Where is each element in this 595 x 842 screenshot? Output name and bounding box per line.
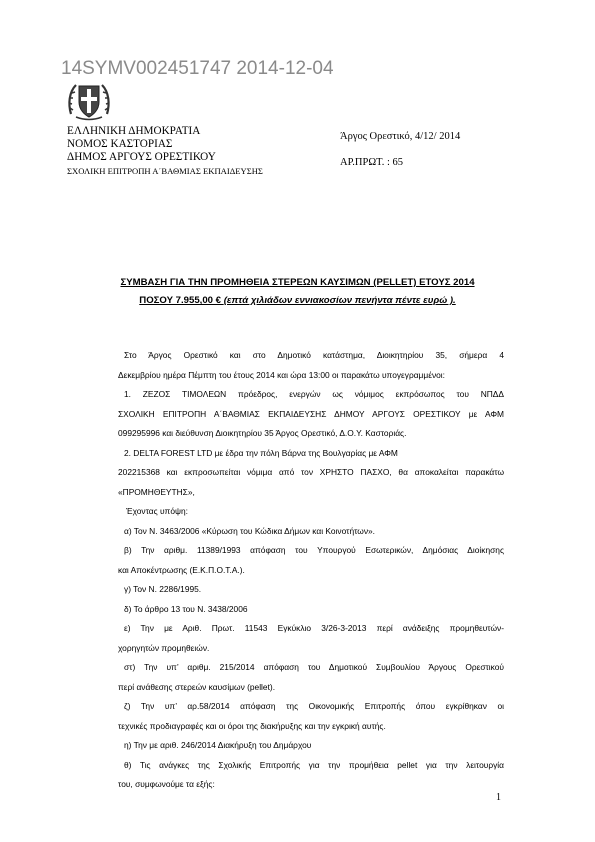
body-line: ΣΧΟΛΙΚΗ ΕΠΙΤΡΟΠΗ Α΄ΒΑΘΜΙΑΣ ΕΚΠΑΙΔΕΥΣΗΣ ΔΗΜΟΥ ΑΡΓΟΥΣ ΟΡΕΣΤΙΚΟΥ με ΑΦΜ [118, 408, 504, 419]
body-line: χορηγητών προμηθειών. [118, 642, 210, 653]
contract-amount [0, 295, 595, 306]
greek-coat-of-arms-emblem [66, 80, 112, 122]
body-line: γ) Τον Ν. 2286/1995. [124, 584, 202, 594]
body-line: Έχοντας υπόψη: [126, 506, 188, 516]
body-line: στ) Την υπ’ αριθμ. 215/2014 απόφαση του Δημοτικού Συμβουλίου Άργους Ορεστικού [124, 662, 504, 672]
body-line: του, συμφωνούμε τα εξής: [118, 779, 215, 789]
body-line: «ΠΡΟΜΗΘΕΥΤΗΣ», [118, 486, 195, 497]
body-line: δ) Το άρθρο 13 του Ν. 3438/2006 [124, 603, 248, 614]
body-line: 202215368 και εκπροσωπείται νόμιμα από τον ΧΡΗΣΤΟ ΠΑΣΧΟ, θα αποκαλείται παρακάτω [118, 467, 504, 477]
body-line: β) Την αριθμ. 11389/1993 απόφαση του Υπουργού Εσωτερικών, Δημόσιας Διοίκησης [124, 545, 504, 555]
page-number: 1 [496, 792, 501, 803]
header-country: ΕΛΛΗΝΙΚΗ ΔΗΜΟΚΡΑΤΙΑ [67, 125, 201, 137]
body-line: α) Τον Ν. 3463/2006 «Κύρωση του Κώδικα Δήμων και Κοινοτήτων». [124, 525, 376, 536]
body-line: Δεκεμβρίου ημέρα Πέμπτη του έτους 2014 και ώρα 13:00 οι παρακάτω υπογεγραμμένοι: [118, 369, 445, 380]
amount-figure: ΠΟΣΟΥ 7.955,00 € [139, 295, 224, 306]
body-line: ε) Την με Αριθ. Πρωτ. 11543 Εγκύκλιο 3/26-3-2013 περί ανάδειξης προμηθευτών- [124, 623, 504, 633]
body-line: και Αποκέντρωσης (Ε.Κ.Π.Ο.Τ.Α.). [118, 564, 245, 575]
body-line: τεχνικές προδιαγραφές και οι όροι της διακήρυξης και την εγκρική αυτής. [118, 720, 386, 731]
document-id-watermark: 14SYMV002451747 2014-12-04 [61, 58, 334, 79]
body-line: 1. ΖΕΖΟΣ ΤΙΜΟΛΕΩΝ πρόεδρος, ενεργών ως νόμιμος εκπρόσωπος του ΝΠΔΔ [124, 389, 504, 399]
body-line: η) Την με αριθ. 246/2014 Διακήρυξη του Δημάρχου [124, 740, 312, 750]
contract-body [118, 346, 504, 795]
protocol-number: ΑΡ.ΠΡΩΤ. : 65 [340, 157, 404, 168]
amount-in-words: (επτά χιλιάδων εννιακοσίων πενήντα πέντε ευρώ ). [223, 295, 456, 306]
header-prefecture: ΝΟΜΟΣ ΚΑΣΤΟΡΙΑΣ [67, 138, 173, 150]
body-line: 2. DELTA FOREST LTD με έδρα την πόλη Βάρνα της Βουλγαρίας με ΑΦΜ [124, 447, 398, 458]
body-line: περί ανάθεσης στερεών καυσίμων (pellet). [118, 681, 276, 692]
header-municipality: ΔΗΜΟΣ ΑΡΓΟΥΣ ΟΡΕΣΤΙΚΟΥ [67, 151, 216, 163]
place-date: Άργος Ορεστικό, 4/12/ 2014 [340, 131, 461, 142]
body-line: Στο Άργος Ορεστικό και στο Δημοτικό κατάστημα, Διοικητηρίου 35, σήμερα 4 [124, 350, 504, 360]
contract-title: ΣΥΜΒΑΣΗ ΓΙΑ ΤΗΝ ΠΡΟΜΗΘΕΙΑ ΣΤΕΡΕΩΝ ΚΑΥΣΙΜΩΝ (PELLET) ΕΤΟΥΣ 2014 [120, 277, 475, 288]
body-line: θ) Τις ανάγκες της Σχολικής Επιτροπής για την προμήθεια pellet για την λειτουργία [124, 759, 504, 770]
body-line: ζ) Την υπ’ αρ.58/2014 απόφαση της Οικονομικής Επιτροπής όπου εγκρίθηκαν οι [124, 701, 504, 711]
header-school-committee: ΣΧΟΛΙΚΗ ΕΠΙΤΡΟΠΗ Α΄ΒΑΘΜΙΑΣ ΕΚΠΑΙΔΕΥΣΗΣ [67, 166, 263, 176]
body-line: 099295996 και διεύθυνση Διοικητηρίου 35 Άργος Ορεστικό, Δ.Ο.Υ. Καστοριάς. [118, 428, 407, 438]
